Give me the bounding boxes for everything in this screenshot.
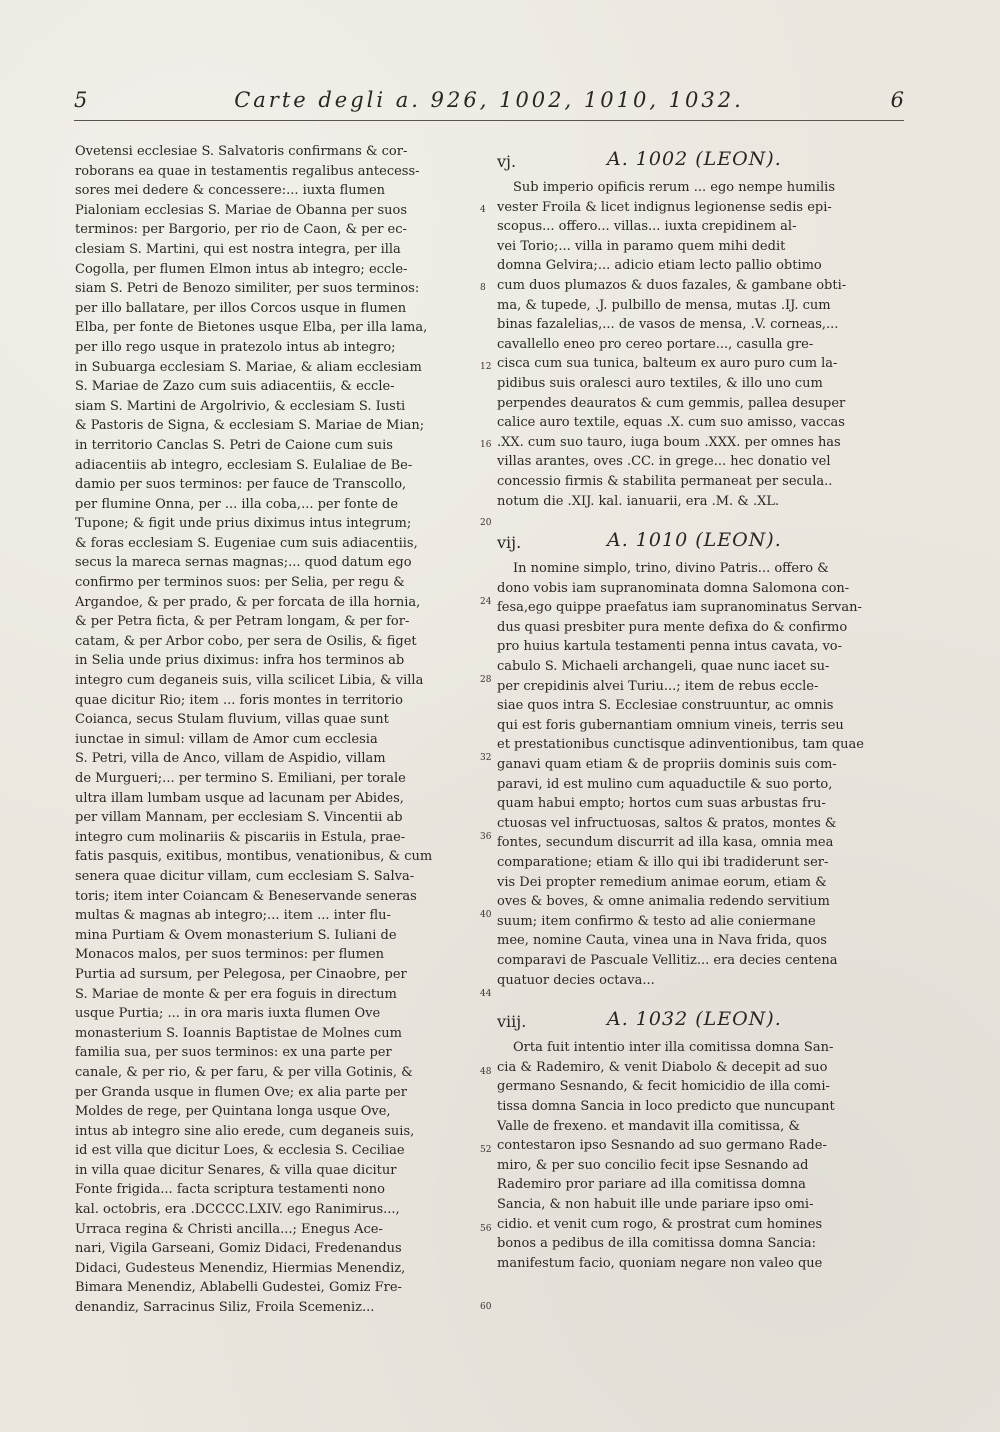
text-line (75, 220, 473, 240)
line-text: manifestum facio, quoniam negare non valeo que (497, 1255, 823, 1271)
text-line (75, 201, 486, 221)
line-text: fontes, secundum discurrit ad illa kasa, omnia mea (497, 835, 834, 851)
text-line (75, 1200, 473, 1220)
page-number-left: 5 (74, 88, 88, 112)
line-text: dono vobis iam supranominata domna Salomona con- (497, 580, 850, 596)
text-line (75, 318, 473, 338)
text-line (75, 397, 473, 417)
text-line (75, 1259, 473, 1279)
section-heading (497, 527, 902, 557)
text-line (75, 1004, 473, 1024)
line-text: in Subuarga ecclesiam S. Mariae, & aliam ecclesiam (75, 359, 422, 375)
text-line (75, 691, 473, 711)
text-line (75, 671, 492, 691)
text-line (75, 612, 473, 632)
text-line (75, 475, 473, 495)
line-text: paravi, id est mulino cum aquaductile & suo porto, (497, 776, 833, 792)
line-text: ctuosas vel infructuosas, saltos & pratos, montes & (497, 815, 837, 831)
text-line (75, 1298, 492, 1318)
line-text: de Murgueri;... per termino S. Emiliani, per torale (75, 771, 406, 786)
text-line (75, 495, 473, 515)
text-line (75, 1102, 473, 1122)
section-vij (497, 527, 902, 990)
line-text: quam habui empto; hortos cum suas arbustas fru- (497, 796, 826, 812)
text-line (75, 632, 473, 652)
line-number: 32 (480, 753, 492, 764)
line-text: intus ab integro sine alio erede, cum deganeis suis, (75, 1123, 415, 1139)
line-text: Tupone; & figit unde prius diximus intus integrum; (75, 516, 412, 532)
text-line (75, 260, 473, 280)
text-line (75, 1043, 473, 1063)
line-text: In nomine simplo, trino, divino Patris... offero & (513, 561, 829, 577)
line-text: damio per suos terminos: per fauce de Transcollo, (75, 477, 407, 493)
line-text: cavallello eneo pro cereo portare..., casulla gre- (497, 336, 814, 352)
line-text: & Pastoris de Signa, & ecclesiam S. Mariae de Mian; (75, 418, 425, 434)
line-text: binas fazalelias,... de vasos de mensa, .V. corneas,... (497, 317, 839, 333)
line-text: id est villa que dicitur Loes, & ecclesia S. Ceciliae (75, 1143, 405, 1159)
line-number: 48 (480, 1066, 492, 1077)
line-text: Rademiro pror pariare ad illa comitissa domna (497, 1177, 806, 1193)
text-line (75, 1024, 473, 1044)
line-text: nari, Vigila Garseani, Gomiz Didaci, Fredenandus (75, 1241, 402, 1257)
line-text: oves & boves, & omne animalia redendo servitium (497, 894, 830, 910)
text-line (75, 240, 473, 260)
line-text: sores mei dedere & concessere:... iuxta flumen (75, 183, 386, 199)
line-text: ultra illam lumbam usque ad lacunam per Abides, (75, 790, 404, 806)
text-line (75, 906, 492, 926)
line-text: pro huius kartula testamenti penna intus cavata, vo- (497, 639, 843, 655)
line-text: per villam Mannam, per ecclesiam S. Vincentii ab (75, 810, 403, 826)
line-text: Cogolla, per flumen Elmon intus ab integro; eccle- (75, 261, 408, 277)
line-text: roborans ea quae in testamentis regalibus antecess- (75, 163, 420, 179)
line-text: multas & magnas ab integro;... item ... inter flu- (75, 908, 391, 924)
line-text: per crepidinis alvei Turiu...; item de rebus eccle- (497, 678, 819, 694)
line-text: quae dicitur Rio; item ... foris montes in territorio (75, 692, 403, 708)
line-text: secus la mareca sernas magnas;... quod datum ego (75, 555, 412, 571)
text-line (75, 887, 473, 907)
line-text: cidio. et venit cum rogo, & prostrat cum homines (497, 1216, 823, 1232)
line-text: quatuor decies octava... (497, 972, 655, 988)
line-text: Sub imperio opificis rerum ... ego nempe humilis (513, 180, 835, 195)
line-text: comparatione; etiam & illo qui ibi tradiderunt ser- (497, 855, 829, 870)
line-number: 36 (480, 831, 492, 842)
line-text: per flumine Onna, per ... illa coba,... per fonte de (75, 496, 399, 512)
section-number: vij. (497, 533, 522, 553)
line-text: cisca cum sua tunica, balteum ex auro puro cum la- (497, 356, 838, 372)
text-line (75, 710, 473, 730)
line-text: usque Purtia; ... in ora maris iuxta flumen Ove (75, 1006, 381, 1022)
line-text: ma, & tupede, .J. pulbillo de mensa, mutas .IJ. cum (497, 297, 831, 313)
text-line (75, 1239, 473, 1259)
line-text: suum; item confirmo & testo ad alie coniermane (497, 913, 816, 929)
line-text: in villa quae dicitur Senares, & villa quae dicitur (75, 1162, 397, 1178)
line-text: siam S. Petri de Benozo similiter, per suos terminos: (75, 281, 420, 297)
section-body (497, 1038, 902, 1273)
section-body (497, 178, 902, 511)
line-text: mina Purtiam & Ovem monasterium S. Iuliani de (75, 927, 397, 943)
text-line (75, 769, 473, 789)
line-text: .XX. cum suo tauro, iuga boum .XXX. per omnes has (497, 434, 841, 450)
line-text: comparavi de Pascuale Vellitiz... era decies centena (497, 952, 838, 968)
line-text: vis Dei propter remedium animae eorum, etiam & (497, 874, 827, 890)
line-text: S. Mariae de monte & per era foguis in directum (75, 986, 397, 1002)
line-text: canale, & per rio, & per faru, & per villa Gotinis, & (75, 1064, 413, 1080)
text-line (75, 1278, 473, 1298)
text-line (75, 945, 473, 965)
line-text: perpendes deauratos & cum gemmis, pallea desuper (497, 395, 846, 411)
text-line (75, 1122, 473, 1142)
line-text: cabulo S. Michaeli archangeli, quae nunc iacet su- (497, 659, 830, 675)
text-line (75, 181, 473, 201)
line-number: 52 (480, 1145, 492, 1156)
line-text: pidibus suis oralesci auro textiles, & illo uno cum (497, 375, 823, 391)
line-text: iunctae in simul: villam de Amor cum ecclesia (75, 731, 378, 747)
line-text: monasterium S. Ioannis Baptistae de Molnes cum (75, 1025, 402, 1041)
text-line (75, 358, 492, 378)
section-heading (497, 1006, 902, 1036)
section-vj (497, 146, 902, 511)
line-text: integro cum molinariis & piscariis in Estula, prae- (75, 829, 406, 845)
text-line (75, 985, 492, 1005)
line-text: qui est foris gubernantiam omnium vineis, terris seu (497, 717, 844, 733)
line-text: Orta fuit intentio inter illa comitissa domna San- (513, 1040, 834, 1056)
line-text: bonos a pedibus de illa comitissa domna Sancia: (497, 1236, 817, 1252)
line-text: integro cum deganeis suis, villa scilicet Libia, & villa (75, 673, 424, 689)
line-text: & foras ecclesiam S. Eugeniae cum suis adiacentiis, (75, 535, 418, 551)
line-text: dus quasi presbiter pura mente defixa do & confirmo (497, 619, 848, 635)
line-number: 44 (480, 988, 492, 999)
line-text: per illo rego usque in pratezolo intus ab integro; (75, 339, 396, 355)
line-text: senera quae dicitur villam, cum ecclesiam S. Salva- (75, 868, 415, 884)
line-text: fatis pasquis, exitibus, montibus, venationibus, & cum (75, 849, 433, 865)
line-text: tissa domna Sancia in loco predicto que nuncupant (497, 1098, 835, 1114)
line-text: villas arantes, oves .CC. in grege... hec donatio vel (497, 454, 831, 470)
text-line (75, 926, 473, 946)
line-text: Argandoe, & per prado, & per forcata de illa hornia, (75, 594, 421, 610)
text-line (75, 867, 473, 887)
text-line (75, 1220, 492, 1240)
line-number: 24 (480, 596, 492, 607)
line-text: familia sua, per suos terminos: ex una parte per (75, 1045, 392, 1061)
right-column (497, 142, 902, 1273)
line-text: kal. octobris, era .DCCCC.LXIV. ego Ranimirus..., (75, 1202, 400, 1218)
text-line (75, 828, 492, 848)
line-number: 8 (480, 283, 486, 294)
section-number: viij. (497, 1012, 527, 1032)
text-line (75, 553, 473, 573)
text-line (75, 299, 473, 319)
line-number: 20 (480, 518, 492, 529)
left-column (75, 142, 492, 1318)
line-text: calice auro textile, equas .X. cum suo amisso, vaccas (497, 415, 845, 431)
line-text: cia & Rademiro, & venit Diabolo & decepit ad suo (497, 1059, 828, 1075)
text-line (75, 749, 492, 769)
running-head (74, 88, 904, 121)
text-line (75, 514, 492, 534)
line-text: confirmo per terminos suos: per Selia, per regu & (75, 575, 405, 591)
text-line (75, 416, 473, 436)
line-text: fesa,ego quippe praefatus iam supranominatus Servan- (497, 600, 862, 616)
text-line (75, 1180, 473, 1200)
line-text: & per Petra ficta, & per Petram longam, & per for- (75, 614, 410, 630)
line-text: Ovetensi ecclesiae S. Salvatoris confirmans & cor- (75, 144, 408, 159)
line-number: 60 (480, 1302, 492, 1313)
line-text: Bimara Menendiz, Ablabelli Gudestei, Gomiz Fre- (75, 1280, 402, 1296)
line-text: S. Petri, villa de Anco, villam de Aspidio, villam (75, 751, 386, 767)
line-text: S. Mariae de Zazo cum suis adiacentiis, & eccle- (75, 379, 395, 395)
running-title: Carte degli a. 926, 1002, 1010, 1032. (234, 88, 744, 112)
line-text: miro, & per suo concilio fecit ipse Sesnando ad (497, 1157, 809, 1173)
text-line (75, 279, 486, 299)
line-number: 12 (480, 361, 492, 372)
text-line (75, 651, 473, 671)
line-text: germano Sesnando, & fecit homicidio de illa comi- (497, 1079, 830, 1095)
line-text: Valle de frexeno. et mandavit illa comitissa, & (497, 1118, 800, 1134)
text-line (75, 534, 473, 554)
line-text: Pialoniam ecclesias S. Mariae de Obanna per suos (75, 202, 407, 218)
line-text: contestaron ipso Sesnando ad suo germano Rade- (497, 1138, 827, 1154)
line-text: domna Gelvira;... adicio etiam lecto pallio obtimo (497, 258, 822, 274)
line-text: Monacos malos, per suos terminos: per flumen (75, 947, 385, 963)
line-text: Fonte frigida... facta scriptura testamenti nono (75, 1182, 385, 1198)
section-number: vj. (497, 152, 517, 171)
line-text: Didaci, Gudesteus Menendiz, Hiermias Menendiz, (75, 1260, 406, 1276)
text-line (75, 1063, 492, 1083)
section-title: A. 1032 (LEON). (607, 1008, 782, 1031)
section-heading (497, 146, 902, 176)
text-line (75, 593, 492, 613)
line-text: cum duos plumazos & duos fazales, & gambane obti- (497, 277, 847, 293)
section-viij (497, 1006, 902, 1273)
text-line (75, 1141, 492, 1161)
text-line (75, 730, 473, 750)
line-text: siae quos intra S. Ecclesiae construuntur, ac omnis (497, 698, 834, 714)
text-line (75, 573, 473, 593)
text-line (75, 808, 473, 828)
line-number: 40 (480, 910, 492, 921)
line-text: adiacentiis ab integro, ecclesiam S. Eulaliae de Be- (75, 457, 413, 473)
text-line (75, 338, 473, 358)
line-text: siam S. Martini de Argolrivio, & ecclesiam S. Iusti (75, 398, 406, 414)
line-number: 28 (480, 675, 492, 686)
line-text: concessio firmis & stabilita permaneat per secula.. (497, 473, 833, 489)
line-text: in territorio Canclas S. Petri de Caione cum suis (75, 437, 393, 453)
text-line (75, 456, 473, 476)
line-text: catam, & per Arbor cobo, per sera de Osilis, & figet (75, 633, 417, 649)
text-line (75, 1161, 473, 1181)
text-line (75, 436, 492, 456)
text-line (75, 377, 473, 397)
line-text: Coianca, secus Stulam fluvium, villas quae sunt (75, 712, 389, 728)
line-text: per Granda usque in flumen Ove; ex alia parte per (75, 1084, 407, 1100)
section-title: A. 1010 (LEON). (607, 529, 782, 552)
line-text: ganavi quam etiam & de propriis dominis suis com- (497, 757, 837, 773)
text-line (75, 789, 473, 809)
line-number: 16 (480, 439, 492, 450)
line-text: Urraca regina & Christi ancilla...; Enegus Ace- (75, 1221, 383, 1237)
line-number: 56 (480, 1223, 492, 1234)
line-text: Sancia, & non habuit ille unde pariare ipso omi- (497, 1196, 814, 1212)
section-title: A. 1002 (LEON). (607, 148, 782, 170)
line-text: toris; item inter Coiancam & Beneservande seneras (75, 888, 417, 904)
text-line (75, 142, 473, 162)
line-text: clesiam S. Martini, qui est nostra integra, per illa (75, 241, 401, 257)
line-text: mee, nomine Cauta, vinea una in Nava frida, quos (497, 933, 827, 949)
text-line (75, 847, 473, 867)
line-text: scopus... offero... villas... iuxta crepidinem al- (497, 219, 797, 235)
line-text: Purtia ad sursum, per Pelegosa, per Cinaobre, per (75, 966, 407, 982)
text-line (75, 162, 473, 182)
text-line (75, 1083, 473, 1103)
line-text: Moldes de rege, per Quintana longa usque Ove, (75, 1104, 391, 1120)
line-text: terminos: per Bargorio, per rio de Caon, & per ec- (75, 222, 407, 238)
line-text: notum die .XIJ. kal. ianuarii, era .M. & .XL. (497, 493, 780, 509)
line-text: vei Torio;... villa in paramo quem mihi dedit (497, 238, 786, 254)
section-body (497, 559, 902, 990)
line-text: in Selia unde prius diximus: infra hos terminos ab (75, 653, 405, 669)
line-text: denandiz, Sarracinus Siliz, Froila Scemeniz... (75, 1300, 375, 1316)
line-number: 4 (480, 204, 486, 215)
line-text: vester Froila & licet indignus legionense sedis epi- (497, 199, 832, 215)
text-line (75, 965, 473, 985)
line-text: Elba, per fonte de Bietones usque Elba, per illa lama, (75, 320, 428, 336)
page-number-right: 6 (890, 88, 904, 112)
line-text: et prestationibus cunctisque adinventionibus, tam quae (497, 737, 864, 753)
line-text: per illo ballatare, per illos Corcos usque in flumen (75, 300, 407, 316)
